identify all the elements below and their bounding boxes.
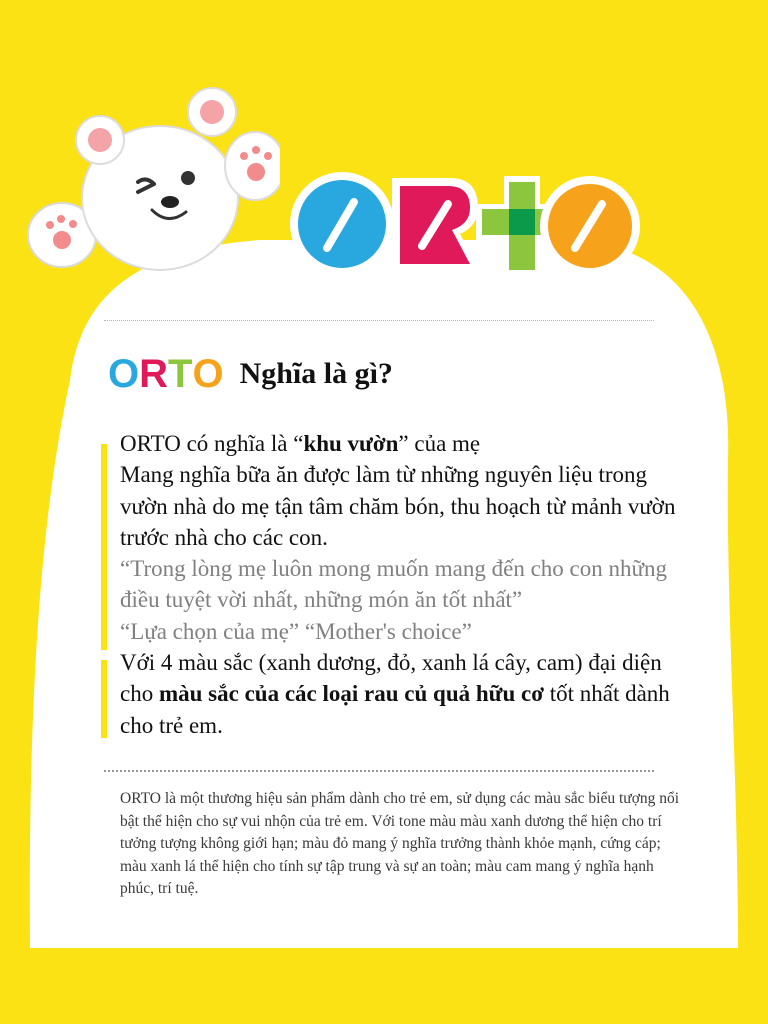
section-heading [108, 352, 393, 396]
meaning-line: ORTO có nghĩa là “khu vườn” của mẹ [120, 431, 481, 456]
accent-bar-2 [101, 660, 107, 738]
accent-bar-1 [101, 444, 107, 650]
quote-mother: “Trong lòng mẹ luôn mong muốn mang đến cho con những điều tuyệt vời nhất, những món ăn tốt nhất” [120, 556, 667, 613]
heading-title: Nghĩa là gì? [239, 357, 393, 390]
logo-letter-o-orange-icon [540, 176, 640, 276]
quote-choice: “Lựa chọn của mẹ” “Mother's choice” [120, 618, 472, 644]
brand-letter-r: R [139, 352, 169, 396]
divider-top [104, 320, 654, 321]
orto-brand-word [108, 354, 224, 394]
meaning-paragraph: Mang nghĩa bữa ăn được làm từ những nguyên liệu trong vườn nhà do mẹ tận tâm chăm bón, thu hoạch từ mảnh vườn trước nhà cho các con. [120, 462, 676, 550]
bear-mascot-icon [20, 80, 280, 320]
brand-letter-t: T [168, 352, 193, 396]
orto-logo-large [282, 168, 642, 288]
meaning-bold: khu vườn [303, 431, 399, 456]
body-text [120, 428, 690, 741]
logo-letter-r-red-icon [392, 178, 482, 272]
colors-paragraph: Với 4 màu sắc (xanh dương, đỏ, xanh lá cây, cam) đại diện cho màu sắc của các loại rau củ quả hữu cơ tốt nhất dành cho trẻ em. [120, 650, 670, 738]
footnote-text: ORTO là một thương hiệu sản phẩm dành cho trẻ em, sử dụng các màu sắc biểu tượng nổi bật thể hiện cho sự vui nhộn của trẻ em. Với tone màu màu xanh dương thể hiện cho trí tưởng tượng không giới hạn; màu đỏ mang ý nghĩa trưởng thành khỏe mạnh, cứng cáp; màu xanh lá thể hiện cho tính sự tập trung và sự an toàn; màu cam mang ý nghĩa hạnh phúc, trí tuệ. [120, 790, 680, 897]
brand-letter-o: O [108, 352, 140, 396]
brand-letter-o2: O [192, 352, 224, 396]
colors-bold: màu sắc của các loại rau củ quả hữu cơ [158, 681, 544, 707]
logo-letter-o-blue-icon [290, 172, 394, 276]
divider-middle [104, 770, 654, 772]
